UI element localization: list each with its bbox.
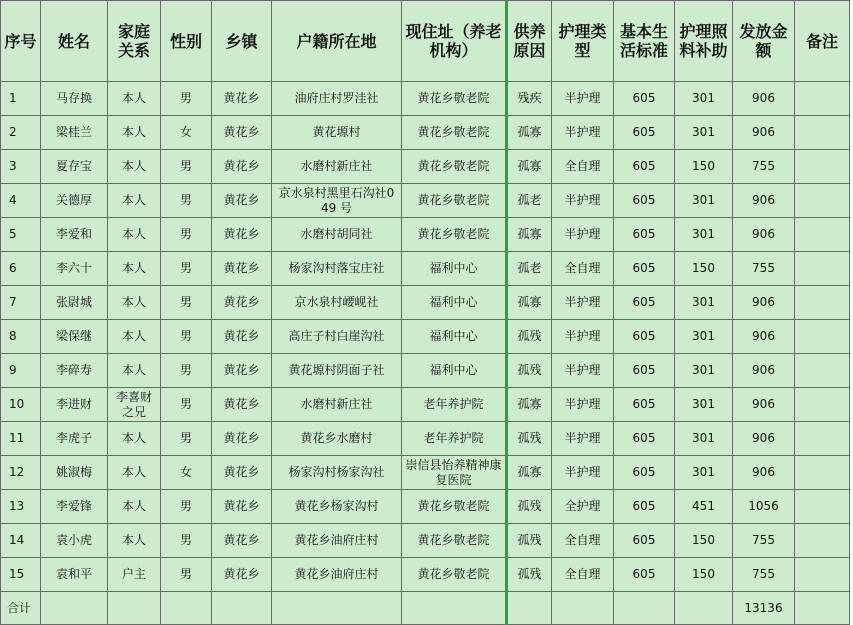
cell-address[interactable]: 福利中心 <box>402 252 507 286</box>
cell-hukou[interactable]: 京水泉村黑里石沟社049 号 <box>272 184 402 218</box>
header-care-subsidy[interactable]: 护理照料补助 <box>675 1 733 82</box>
cell-reason[interactable]: 孤老 <box>507 252 552 286</box>
total-amount[interactable]: 13136 <box>733 592 795 625</box>
cell-relation[interactable]: 本人 <box>108 218 161 252</box>
header-base[interactable]: 基本生活标准 <box>614 1 675 82</box>
total-cell-empty[interactable] <box>272 592 402 625</box>
header-gender[interactable]: 性别 <box>161 1 212 82</box>
cell-name[interactable]: 李爱和 <box>41 218 108 252</box>
cell-reason[interactable]: 孤寡 <box>507 116 552 150</box>
cell-gender[interactable]: 男 <box>161 558 212 592</box>
cell-care-subsidy[interactable]: 301 <box>675 354 733 388</box>
cell-name[interactable]: 袁小虎 <box>41 524 108 558</box>
cell-name[interactable]: 姚淑梅 <box>41 456 108 490</box>
cell-base[interactable]: 605 <box>614 116 675 150</box>
cell-town[interactable]: 黄花乡 <box>212 116 272 150</box>
cell-address[interactable]: 黄花乡敬老院 <box>402 184 507 218</box>
cell-town[interactable]: 黄花乡 <box>212 422 272 456</box>
cell-name[interactable]: 李碎寿 <box>41 354 108 388</box>
cell-reason[interactable]: 孤残 <box>507 558 552 592</box>
cell-town[interactable]: 黄花乡 <box>212 252 272 286</box>
cell-name[interactable]: 李六十 <box>41 252 108 286</box>
cell-hukou[interactable]: 水磨村新庄社 <box>272 150 402 184</box>
cell-care-type[interactable]: 半护理 <box>552 422 614 456</box>
cell-town[interactable]: 黄花乡 <box>212 150 272 184</box>
cell-address[interactable]: 崇信县怡养精神康复医院 <box>402 456 507 490</box>
cell-address[interactable]: 黄花乡敬老院 <box>402 82 507 116</box>
cell-relation[interactable]: 本人 <box>108 184 161 218</box>
table-row <box>1 286 850 320</box>
cell-base[interactable]: 605 <box>614 422 675 456</box>
cell-gender[interactable]: 女 <box>161 456 212 490</box>
cell-gender[interactable]: 男 <box>161 320 212 354</box>
table-row <box>1 116 850 150</box>
cell-relation[interactable]: 本人 <box>108 82 161 116</box>
cell-seq[interactable]: 10 <box>1 388 41 422</box>
cell-seq[interactable]: 2 <box>1 116 41 150</box>
cell-amount[interactable]: 755 <box>733 150 795 184</box>
cell-care-subsidy[interactable]: 301 <box>675 82 733 116</box>
cell-name[interactable]: 袁和平 <box>41 558 108 592</box>
cell-reason[interactable]: 孤残 <box>507 490 552 524</box>
cell-seq[interactable]: 9 <box>1 354 41 388</box>
cell-seq[interactable]: 14 <box>1 524 41 558</box>
total-cell-empty[interactable] <box>108 592 161 625</box>
cell-address[interactable]: 黄花乡敬老院 <box>402 116 507 150</box>
cell-seq[interactable]: 15 <box>1 558 41 592</box>
cell-town[interactable]: 黄花乡 <box>212 388 272 422</box>
cell-relation[interactable]: 户主 <box>108 558 161 592</box>
cell-reason[interactable]: 孤残 <box>507 320 552 354</box>
cell-relation[interactable]: 本人 <box>108 524 161 558</box>
cell-care-type[interactable]: 半护理 <box>552 354 614 388</box>
cell-remark[interactable] <box>795 218 850 252</box>
cell-amount[interactable]: 906 <box>733 388 795 422</box>
cell-care-type[interactable]: 全护理 <box>552 490 614 524</box>
cell-care-subsidy[interactable]: 301 <box>675 218 733 252</box>
total-label[interactable]: 合计 <box>1 592 41 625</box>
cell-care-type[interactable]: 半护理 <box>552 286 614 320</box>
table-row <box>1 184 850 218</box>
cell-name[interactable]: 马存换 <box>41 82 108 116</box>
cell-remark[interactable] <box>795 286 850 320</box>
cell-base[interactable]: 605 <box>614 252 675 286</box>
cell-care-subsidy[interactable]: 451 <box>675 490 733 524</box>
cell-care-type[interactable]: 半护理 <box>552 116 614 150</box>
cell-care-subsidy[interactable]: 150 <box>675 558 733 592</box>
cell-care-type[interactable]: 半护理 <box>552 320 614 354</box>
cell-seq[interactable]: 13 <box>1 490 41 524</box>
table-row <box>1 320 850 354</box>
table-row <box>1 456 850 490</box>
cell-name[interactable]: 关德厚 <box>41 184 108 218</box>
cell-seq[interactable]: 1 <box>1 82 41 116</box>
cell-relation[interactable]: 本人 <box>108 320 161 354</box>
cell-hukou[interactable]: 黄花乡油府庄村 <box>272 558 402 592</box>
cell-town[interactable]: 黄花乡 <box>212 286 272 320</box>
cell-address[interactable]: 福利中心 <box>402 354 507 388</box>
cell-reason[interactable]: 孤寡 <box>507 388 552 422</box>
cell-care-subsidy[interactable]: 150 <box>675 524 733 558</box>
table-row <box>1 218 850 252</box>
cell-amount[interactable]: 755 <box>733 524 795 558</box>
cell-name[interactable]: 李虎子 <box>41 422 108 456</box>
cell-hukou[interactable]: 油府庄村罗洼社 <box>272 82 402 116</box>
total-cell-empty[interactable] <box>212 592 272 625</box>
table-row <box>1 388 850 422</box>
cell-seq[interactable]: 11 <box>1 422 41 456</box>
cell-care-subsidy[interactable]: 301 <box>675 422 733 456</box>
cell-reason[interactable]: 孤寡 <box>507 456 552 490</box>
cell-town[interactable]: 黄花乡 <box>212 82 272 116</box>
cell-town[interactable]: 黄花乡 <box>212 218 272 252</box>
cell-amount[interactable]: 1056 <box>733 490 795 524</box>
total-cell-empty[interactable] <box>614 592 675 625</box>
cell-gender[interactable]: 男 <box>161 490 212 524</box>
table-row <box>1 524 850 558</box>
cell-amount[interactable]: 755 <box>733 252 795 286</box>
cell-amount[interactable]: 906 <box>733 422 795 456</box>
cell-care-subsidy[interactable]: 301 <box>675 116 733 150</box>
cell-remark[interactable] <box>795 150 850 184</box>
cell-address[interactable]: 黄花乡敬老院 <box>402 490 507 524</box>
cell-care-type[interactable]: 半护理 <box>552 388 614 422</box>
cell-base[interactable]: 605 <box>614 524 675 558</box>
cell-hukou[interactable]: 京水泉村崾岘社 <box>272 286 402 320</box>
table-row <box>1 252 850 286</box>
header-reason[interactable]: 供养原因 <box>507 1 552 82</box>
header-seq[interactable]: 序号 <box>1 1 41 82</box>
header-name[interactable]: 姓名 <box>41 1 108 82</box>
cell-remark[interactable] <box>795 82 850 116</box>
cell-relation[interactable]: 本人 <box>108 456 161 490</box>
total-row <box>1 592 850 625</box>
cell-town[interactable]: 黄花乡 <box>212 456 272 490</box>
cell-care-subsidy[interactable]: 150 <box>675 150 733 184</box>
cell-gender[interactable]: 男 <box>161 286 212 320</box>
cell-amount[interactable]: 906 <box>733 354 795 388</box>
cell-care-subsidy[interactable]: 150 <box>675 252 733 286</box>
cell-hukou[interactable]: 黄花乡油府庄村 <box>272 524 402 558</box>
cell-relation[interactable]: 本人 <box>108 252 161 286</box>
cell-base[interactable]: 605 <box>614 184 675 218</box>
cell-amount[interactable]: 906 <box>733 456 795 490</box>
cell-care-type[interactable]: 半护理 <box>552 82 614 116</box>
cell-amount[interactable]: 906 <box>733 320 795 354</box>
cell-hukou[interactable]: 水磨村胡同社 <box>272 218 402 252</box>
total-cell-empty[interactable] <box>552 592 614 625</box>
cell-amount[interactable]: 906 <box>733 116 795 150</box>
cell-seq[interactable]: 12 <box>1 456 41 490</box>
cell-name[interactable]: 梁保继 <box>41 320 108 354</box>
cell-name[interactable]: 李进财 <box>41 388 108 422</box>
cell-relation[interactable]: 本人 <box>108 422 161 456</box>
cell-care-type[interactable]: 半护理 <box>552 184 614 218</box>
cell-seq[interactable]: 5 <box>1 218 41 252</box>
cell-hukou[interactable]: 黄花塬村 <box>272 116 402 150</box>
cell-town[interactable]: 黄花乡 <box>212 320 272 354</box>
cell-address[interactable]: 福利中心 <box>402 320 507 354</box>
cell-hukou[interactable]: 杨家沟村落宝庄社 <box>272 252 402 286</box>
table-row <box>1 422 850 456</box>
cell-amount[interactable]: 755 <box>733 558 795 592</box>
total-cell-empty[interactable] <box>675 592 733 625</box>
cell-reason[interactable]: 孤老 <box>507 184 552 218</box>
cell-care-type[interactable]: 半护理 <box>552 218 614 252</box>
header-address[interactable]: 现住址（养老机构） <box>402 1 507 82</box>
cell-hukou[interactable]: 黄花乡水磨村 <box>272 422 402 456</box>
cell-gender[interactable]: 男 <box>161 524 212 558</box>
cell-relation[interactable]: 本人 <box>108 116 161 150</box>
cell-remark[interactable] <box>795 116 850 150</box>
cell-remark[interactable] <box>795 422 850 456</box>
cell-seq[interactable]: 4 <box>1 184 41 218</box>
cell-address[interactable]: 黄花乡敬老院 <box>402 218 507 252</box>
cell-seq[interactable]: 6 <box>1 252 41 286</box>
cell-remark[interactable] <box>795 524 850 558</box>
cell-town[interactable]: 黄花乡 <box>212 354 272 388</box>
cell-care-subsidy[interactable]: 301 <box>675 388 733 422</box>
cell-care-type[interactable]: 全自理 <box>552 558 614 592</box>
header-remark[interactable]: 备注 <box>795 1 850 82</box>
cell-hukou[interactable]: 水磨村新庄社 <box>272 388 402 422</box>
cell-base[interactable]: 605 <box>614 320 675 354</box>
cell-care-subsidy[interactable]: 301 <box>675 286 733 320</box>
cell-relation[interactable]: 李喜财之兄 <box>108 388 161 422</box>
total-cell-empty[interactable] <box>402 592 507 625</box>
cell-amount[interactable]: 906 <box>733 286 795 320</box>
table-row <box>1 82 850 116</box>
cell-hukou[interactable]: 黄花塬村阴面子社 <box>272 354 402 388</box>
cell-base[interactable]: 605 <box>614 456 675 490</box>
cell-base[interactable]: 605 <box>614 82 675 116</box>
cell-amount[interactable]: 906 <box>733 218 795 252</box>
cell-reason[interactable]: 孤残 <box>507 354 552 388</box>
cell-name[interactable]: 梁桂兰 <box>41 116 108 150</box>
cell-seq[interactable]: 3 <box>1 150 41 184</box>
cell-town[interactable]: 黄花乡 <box>212 524 272 558</box>
cell-hukou[interactable]: 高庄子村白崖沟社 <box>272 320 402 354</box>
cell-base[interactable]: 605 <box>614 490 675 524</box>
cell-remark[interactable] <box>795 184 850 218</box>
cell-town[interactable]: 黄花乡 <box>212 490 272 524</box>
cell-gender[interactable]: 男 <box>161 82 212 116</box>
cell-remark[interactable] <box>795 456 850 490</box>
cell-base[interactable]: 605 <box>614 558 675 592</box>
header-town[interactable]: 乡镇 <box>212 1 272 82</box>
total-cell-empty[interactable] <box>161 592 212 625</box>
cell-base[interactable]: 605 <box>614 388 675 422</box>
cell-gender[interactable]: 男 <box>161 252 212 286</box>
cell-address[interactable]: 福利中心 <box>402 286 507 320</box>
cell-remark[interactable] <box>795 490 850 524</box>
cell-amount[interactable]: 906 <box>733 184 795 218</box>
header-row <box>1 1 850 82</box>
cell-gender[interactable]: 男 <box>161 184 212 218</box>
cell-remark[interactable] <box>795 320 850 354</box>
cell-address[interactable]: 老年养护院 <box>402 422 507 456</box>
cell-seq[interactable]: 7 <box>1 286 41 320</box>
cell-address[interactable]: 黄花乡敬老院 <box>402 150 507 184</box>
cell-relation[interactable]: 本人 <box>108 286 161 320</box>
header-relation[interactable]: 家庭关系 <box>108 1 161 82</box>
cell-relation[interactable]: 本人 <box>108 150 161 184</box>
cell-gender[interactable]: 男 <box>161 388 212 422</box>
cell-hukou[interactable]: 黄花乡杨家沟村 <box>272 490 402 524</box>
cell-gender[interactable]: 男 <box>161 150 212 184</box>
cell-reason[interactable]: 孤残 <box>507 422 552 456</box>
cell-name[interactable]: 夏存宝 <box>41 150 108 184</box>
cell-reason[interactable]: 孤残 <box>507 524 552 558</box>
cell-gender[interactable]: 女 <box>161 116 212 150</box>
cell-name[interactable]: 李爱锋 <box>41 490 108 524</box>
cell-care-type[interactable]: 全自理 <box>552 524 614 558</box>
cell-town[interactable]: 黄花乡 <box>212 184 272 218</box>
table-row <box>1 558 850 592</box>
cell-address[interactable]: 黄花乡敬老院 <box>402 558 507 592</box>
cell-reason[interactable]: 孤寡 <box>507 218 552 252</box>
total-cell-empty[interactable] <box>795 592 850 625</box>
cell-care-subsidy[interactable]: 301 <box>675 184 733 218</box>
cell-care-type[interactable]: 全自理 <box>552 252 614 286</box>
table-row <box>1 150 850 184</box>
header-hukou[interactable]: 户籍所在地 <box>272 1 402 82</box>
cell-remark[interactable] <box>795 354 850 388</box>
cell-gender[interactable]: 男 <box>161 422 212 456</box>
cell-reason[interactable]: 孤寡 <box>507 150 552 184</box>
cell-reason[interactable]: 残疾 <box>507 82 552 116</box>
cell-reason[interactable]: 孤寡 <box>507 286 552 320</box>
cell-base[interactable]: 605 <box>614 354 675 388</box>
cell-care-type[interactable]: 全自理 <box>552 150 614 184</box>
cell-remark[interactable] <box>795 252 850 286</box>
cell-town[interactable]: 黄花乡 <box>212 558 272 592</box>
cell-care-subsidy[interactable]: 301 <box>675 320 733 354</box>
cell-relation[interactable]: 本人 <box>108 354 161 388</box>
cell-base[interactable]: 605 <box>614 286 675 320</box>
cell-relation[interactable]: 本人 <box>108 490 161 524</box>
cell-care-type[interactable]: 半护理 <box>552 456 614 490</box>
cell-remark[interactable] <box>795 558 850 592</box>
cell-base[interactable]: 605 <box>614 218 675 252</box>
header-amount[interactable]: 发放金额 <box>733 1 795 82</box>
header-care-type[interactable]: 护理类型 <box>552 1 614 82</box>
total-cell-empty[interactable] <box>507 592 552 625</box>
cell-gender[interactable]: 男 <box>161 218 212 252</box>
cell-base[interactable]: 605 <box>614 150 675 184</box>
cell-amount[interactable]: 906 <box>733 82 795 116</box>
cell-name[interactable]: 张尉城 <box>41 286 108 320</box>
cell-address[interactable]: 黄花乡敬老院 <box>402 524 507 558</box>
cell-care-subsidy[interactable]: 301 <box>675 456 733 490</box>
cell-hukou[interactable]: 杨家沟村杨家沟社 <box>272 456 402 490</box>
cell-address[interactable]: 老年养护院 <box>402 388 507 422</box>
total-cell-empty[interactable] <box>41 592 108 625</box>
cell-gender[interactable]: 男 <box>161 354 212 388</box>
cell-remark[interactable] <box>795 388 850 422</box>
table-row <box>1 354 850 388</box>
cell-seq[interactable]: 8 <box>1 320 41 354</box>
table-row <box>1 490 850 524</box>
